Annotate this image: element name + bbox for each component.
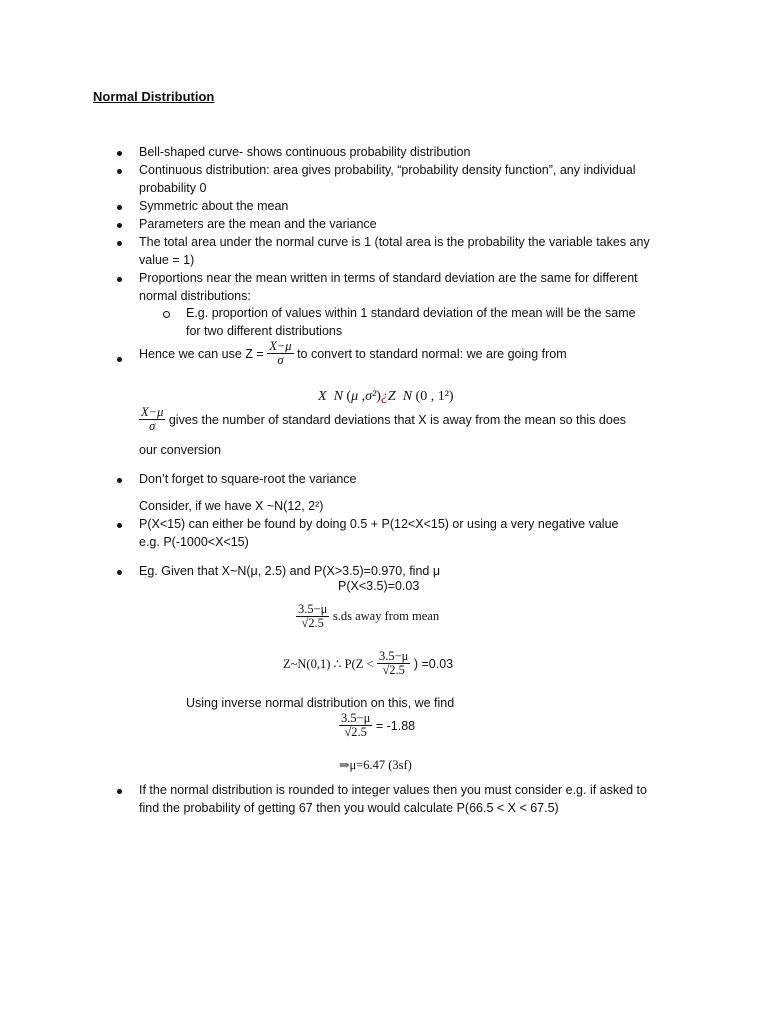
sds-line	[296, 603, 439, 630]
bullet-dot	[117, 789, 122, 794]
bullet-text-cont: find the probability of getting 67 then you would calculate P(66.5 < X < 67.5)	[139, 801, 559, 815]
bullet-text: Parameters are the mean and the variance	[139, 217, 377, 231]
bullet-dot	[117, 570, 122, 575]
inverse-fraction	[339, 712, 372, 739]
bullet-text: Don’t forget to square-root the variance	[139, 472, 357, 486]
fraction-numerator: X−μ	[269, 339, 292, 353]
bullet-text: Proportions near the mean written in terms of standard deviation are the same for different	[139, 271, 638, 285]
eq-red-glyph: ¿	[380, 389, 388, 404]
worked-fraction	[296, 603, 329, 630]
bullet-text-cont: value = 1)	[139, 253, 195, 267]
fraction-denominator: √2.5	[301, 616, 324, 631]
eq-params-1: (μ ,σ²)	[346, 389, 381, 404]
hence-text: Hence we can use Z =	[139, 346, 264, 361]
conversion-equation	[318, 389, 454, 405]
gives-line	[139, 406, 626, 433]
sub-bullet-circle	[163, 311, 170, 318]
bullet-dot	[117, 241, 122, 246]
eq-x: X	[318, 389, 327, 404]
bullet-text: Bell-shaped curve- shows continuous probability distribution	[139, 145, 471, 159]
probability-line: P(X<3.5)=0.03	[338, 579, 420, 593]
bullet-dot	[117, 151, 122, 156]
fraction-denominator: √2.5	[382, 663, 405, 678]
eq-n2: N	[402, 389, 413, 404]
z-pre-text: Z~N(0,1) ∴ P(Z <	[283, 656, 374, 671]
final-result: ⇒μ=6.47 (3sf)	[339, 758, 412, 772]
bullet-text-cont: normal distributions:	[139, 289, 251, 303]
bullet-text: Symmetric about the mean	[139, 199, 289, 213]
sub-bullet-text-cont: for two different distributions	[186, 324, 343, 338]
eq-params-2: (0 , 1²)	[415, 389, 454, 404]
page-title: Normal Distribution	[93, 89, 215, 104]
bullet-dot	[117, 478, 122, 483]
sds-text: s.ds away from mean	[332, 609, 440, 624]
bullet-text: P(X<15) can either be found by doing 0.5 + P(12<X<15) or using a very negative value	[139, 517, 619, 531]
z-fraction	[377, 650, 410, 677]
bullet-text: The total area under the normal curve is 1 (total area is the probability the variable takes any	[139, 235, 650, 249]
eq-z: Z	[387, 389, 396, 404]
fraction-denominator: σ	[149, 419, 156, 434]
bullet-text: If the normal distribution is rounded to integer values then you must consider e.g. if asked to	[139, 783, 647, 797]
fraction-numerator: 3.5−μ	[341, 711, 371, 725]
bullet-dot	[117, 169, 122, 174]
consider-text: Consider, if we have X ~N(12, 2²)	[139, 499, 324, 513]
sub-bullet-text: E.g. proportion of values within 1 standard deviation of the mean will be the same	[186, 306, 636, 320]
fraction-denominator: √2.5	[344, 725, 367, 740]
bullet-dot	[117, 277, 122, 282]
eq-n1: N	[333, 389, 343, 404]
z-line	[283, 650, 453, 677]
inverse-value: = -1.88	[375, 718, 416, 733]
fraction-numerator: 3.5−μ	[298, 602, 328, 616]
fraction-denominator: σ	[277, 353, 284, 368]
bullet-text-with-formula	[139, 340, 567, 367]
fraction-numerator: X−μ	[141, 405, 164, 419]
inverse-result-line	[339, 712, 415, 739]
gives-text: gives the number of standard deviations that X is away from the mean so this does	[168, 412, 627, 427]
bullet-dot	[117, 357, 122, 362]
fraction-numerator: 3.5−μ	[379, 649, 409, 663]
bullet-text: Eg. Given that X~N(μ, 2.5) and P(X>3.5)=0.970, find μ	[139, 564, 441, 578]
bullet-text: Continuous distribution: area gives probability, “probability density function”, any individual	[139, 163, 636, 177]
z-score-fraction-2	[139, 406, 165, 433]
bullet-dot	[117, 523, 122, 528]
convert-text: to convert to standard normal: we are going from	[297, 346, 567, 361]
gives-text-cont: our conversion	[139, 443, 221, 457]
z-post-text: ) =0.03	[413, 656, 454, 671]
inverse-text: Using inverse normal distribution on this, we find	[186, 696, 455, 710]
bullet-dot	[117, 205, 122, 210]
bullet-text-cont: probability 0	[139, 181, 207, 195]
bullet-text-cont: e.g. P(-1000<X<15)	[139, 535, 249, 549]
z-score-fraction	[267, 340, 293, 367]
bullet-dot	[117, 223, 122, 228]
